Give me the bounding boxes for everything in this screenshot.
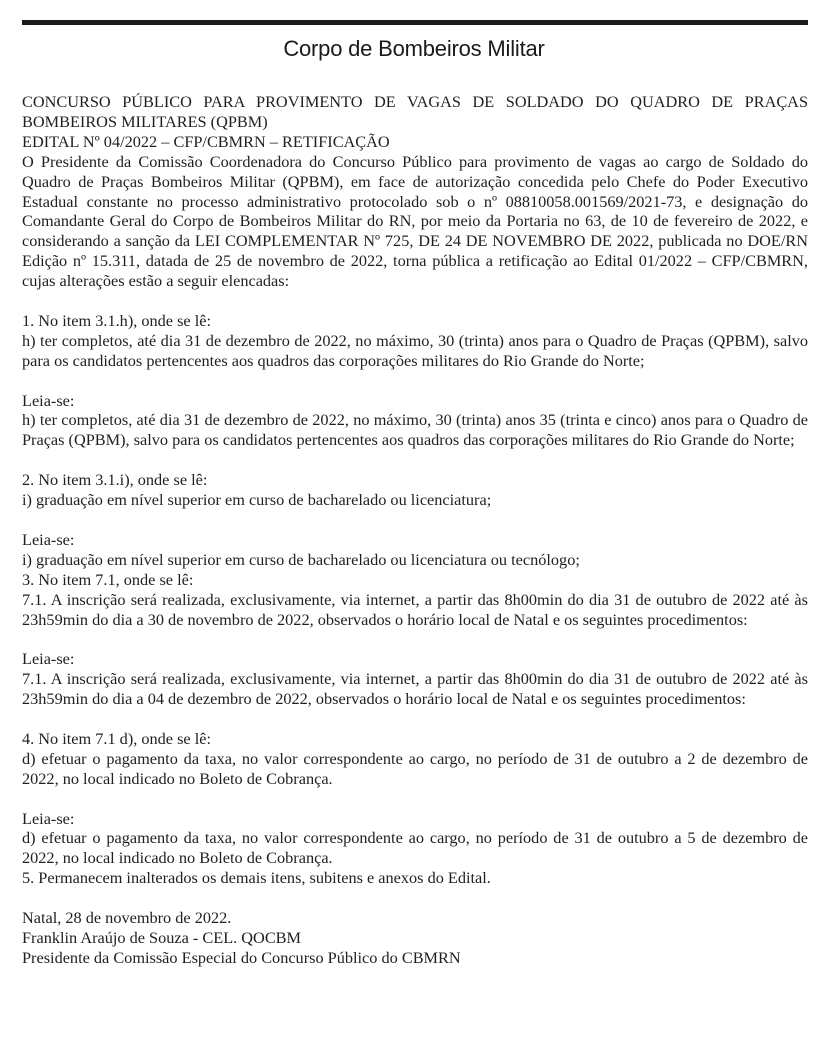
item-1-corrected: h) ter completos, até dia 31 de dezembro de 2022, no máximo, 30 (trinta) anos 35 (trinta e cinco) anos para o Quadro de Praças (QPBM), salvo para os candidatos pertencentes aos quadros das corporações militares do Rio Grande do Norte; bbox=[22, 410, 808, 450]
item-3-original: 7.1. A inscrição será realizada, exclusivamente, via internet, a partir das 8h00min do dia 31 de outubro de 2022 até às 23h59min do dia a 30 de novembro de 2022, observados o horário local de Natal e os seguintes procedimentos: bbox=[22, 589, 808, 629]
spacer bbox=[22, 888, 808, 908]
item-4-original: d) efetuar o pagamento da taxa, no valor correspondente ao cargo, no período de 31 de outubro a 2 de dezembro de 2022, no local indicado no Boleto de Cobrança. bbox=[22, 748, 808, 788]
signature-place-date: Natal, 28 de novembro de 2022. bbox=[22, 908, 232, 928]
intro-paragraph: O Presidente da Comissão Coordenadora do Concurso Público para provimento de vagas ao cargo de Soldado do Quadro de Praças Bombeiros Militar (QPBM), em face de autorização concedida pelo Chefe do Poder Executivo Estadual constante no processo administrativo protocolado sob o nº 08810058.001569/2021-73, e designação do Comandante Geral do Corpo de Bombeiros Militar do RN, por meio da Portaria no 63, de 10 de fevereiro de 2022, e considerando a sanção da LEI COMPLEMENTAR Nº 725, DE 24 DE NOVEMBRO DE 2022, publicada no DOE/RN Edição nº 15.311, datada de 25 de novembro de 2022, torna pública a retificação ao Edital 01/2022 – CFP/CBMRN, cujas alterações estão a seguir elencadas: bbox=[22, 151, 808, 291]
document-body bbox=[22, 92, 808, 968]
edital-number: EDITAL Nº 04/2022 – CFP/CBMRN – RETIFICAÇÃO bbox=[22, 131, 390, 151]
item-3-corrected: 7.1. A inscrição será realizada, exclusivamente, via internet, a partir das 8h00min do dia 31 de outubro de 2022 até às 23h59min do dia a 04 de dezembro de 2022, observados o horário local de Natal e os seguintes procedimentos: bbox=[22, 669, 808, 709]
spacer bbox=[22, 709, 808, 729]
item-5: 5. Permanecem inalterados os demais itens, subitens e anexos do Edital. bbox=[22, 868, 491, 888]
item-3-where-reads: 3. No item 7.1, onde se lê: bbox=[22, 569, 194, 589]
item-2-read-as-label: Leia-se: bbox=[22, 529, 75, 549]
item-2-original: i) graduação em nível superior em curso de bacharelado ou licenciatura; bbox=[22, 490, 492, 510]
spacer bbox=[22, 789, 808, 809]
page-title: Corpo de Bombeiros Militar bbox=[283, 36, 545, 61]
document-heading: CONCURSO PÚBLICO PARA PROVIMENTO DE VAGAS DE SOLDADO DO QUADRO DE PRAÇAS BOMBEIROS MILITARES (QPBM) bbox=[22, 92, 808, 131]
item-3-read-as-label: Leia-se: bbox=[22, 649, 75, 669]
item-4-corrected: d) efetuar o pagamento da taxa, no valor correspondente ao cargo, no período de 31 de outubro a 5 de dezembro de 2022, no local indicado no Boleto de Cobrança. bbox=[22, 828, 808, 868]
item-4-where-reads: 4. No item 7.1 d), onde se lê: bbox=[22, 728, 212, 748]
spacer bbox=[22, 371, 808, 391]
item-1-read-as-label: Leia-se: bbox=[22, 390, 75, 410]
spacer bbox=[22, 291, 808, 311]
item-2-corrected: i) graduação em nível superior em curso de bacharelado ou licenciatura ou tecnólogo; bbox=[22, 549, 580, 569]
spacer bbox=[22, 450, 808, 470]
header-rule bbox=[22, 20, 808, 25]
item-1-original: h) ter completos, até dia 31 de dezembro de 2022, no máximo, 30 (trinta) anos para o Quadro de Praças (QPBM), salvo para os candidatos pertencentes aos quadros das corporações militares do Rio Grande do Norte; bbox=[22, 330, 808, 370]
signature-role: Presidente da Comissão Especial do Concurso Público do CBMRN bbox=[22, 947, 461, 967]
signature-name: Franklin Araújo de Souza - CEL. QOCBM bbox=[22, 927, 302, 947]
spacer bbox=[22, 510, 808, 530]
item-4-read-as-label: Leia-se: bbox=[22, 808, 75, 828]
item-1-where-reads: 1. No item 3.1.h), onde se lê: bbox=[22, 310, 212, 330]
spacer bbox=[22, 629, 808, 649]
item-2-where-reads: 2. No item 3.1.i), onde se lê: bbox=[22, 470, 208, 490]
